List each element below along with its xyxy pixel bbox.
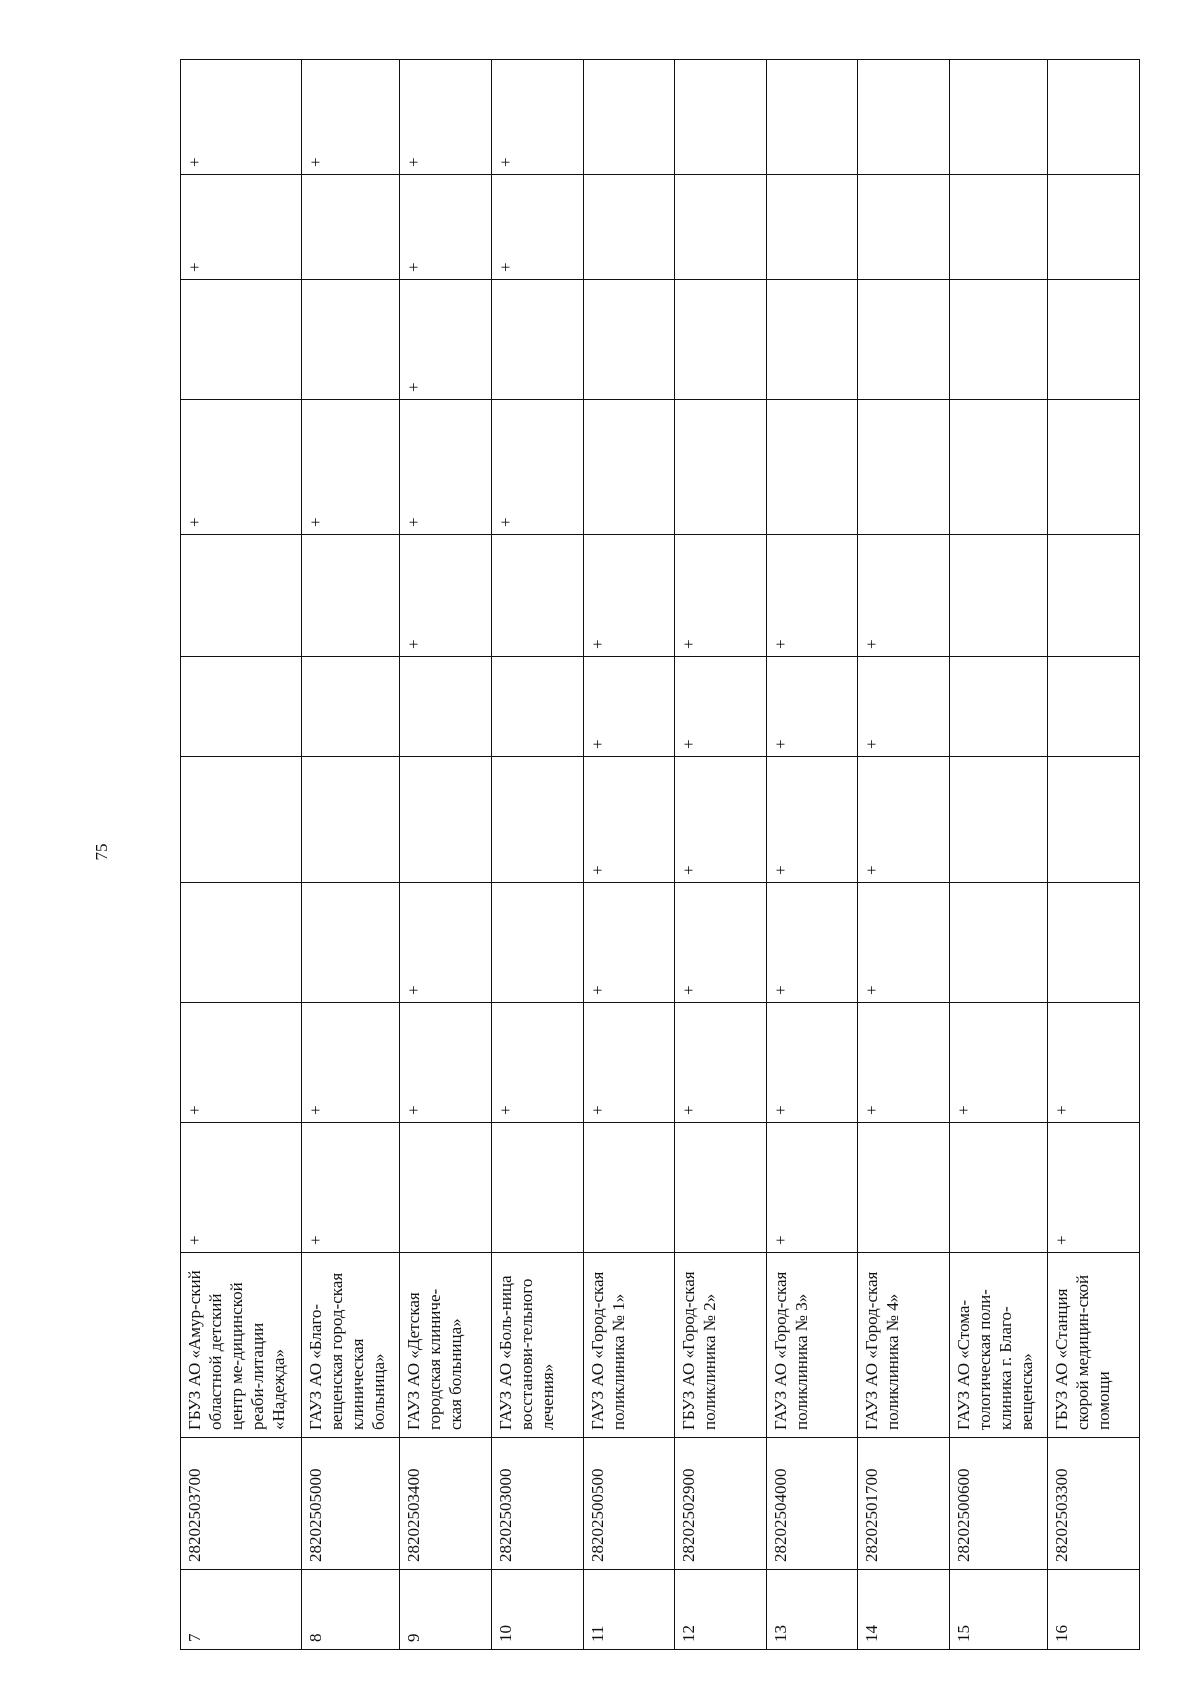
mark-cell [675,1123,767,1253]
mark-cell [583,60,675,175]
mark-cell [400,757,492,883]
table-rotor [180,60,1140,1650]
mark-cell: + [1048,1003,1140,1123]
mark-cell: + [675,535,767,657]
mark-cell [583,400,675,535]
row-number-cell: 15 [950,1570,1048,1650]
mark-cell: + [675,757,767,883]
mark-cell: + [583,657,675,757]
mark-cell [858,175,950,280]
organization-code-cell: 28202500600 [950,1438,1048,1570]
mark-cell [950,400,1048,535]
mark-cell [950,657,1048,757]
mark-cell [491,883,583,1003]
table-row [583,60,675,1650]
mark-cell: + [400,535,492,657]
mark-cell [400,657,492,757]
mark-cell [950,280,1048,400]
mark-cell: + [302,1123,400,1253]
mark-cell: + [181,175,302,280]
table-row [181,60,302,1650]
mark-cell: + [858,657,950,757]
mark-cell [766,280,858,400]
mark-cell [858,280,950,400]
organization-code-cell: 28202500500 [583,1438,675,1570]
mark-cell: + [858,535,950,657]
mark-cell: + [181,400,302,535]
table-row [675,60,767,1650]
mark-cell: + [491,175,583,280]
mark-cell [491,280,583,400]
mark-cell: + [858,757,950,883]
organization-name-cell: ГАУЗ АО «Боль-ница восстанови-тельного лечения» [491,1253,583,1438]
mark-cell: + [491,1003,583,1123]
organization-code-cell: 28202503000 [491,1438,583,1570]
organization-code-cell: 28202503700 [181,1438,302,1570]
mark-cell: + [766,883,858,1003]
mark-cell [1048,883,1140,1003]
mark-cell [583,1123,675,1253]
row-number-cell: 11 [583,1570,675,1650]
mark-cell [766,175,858,280]
mark-cell: + [583,535,675,657]
mark-cell [400,1123,492,1253]
mark-cell: + [181,1003,302,1123]
mark-cell: + [400,400,492,535]
page-number: 75 [92,843,111,861]
mark-cell: + [766,757,858,883]
mark-cell: + [583,883,675,1003]
mark-cell: + [675,883,767,1003]
organization-name-cell: ГАУЗ АО «Город-ская поликлиника № 1» [583,1253,675,1438]
mark-cell: + [400,60,492,175]
mark-cell [1048,757,1140,883]
mark-cell [950,1123,1048,1253]
row-number-cell: 9 [400,1570,492,1650]
row-number-cell: 12 [675,1570,767,1650]
organization-name-cell: ГАУЗ АО «Детская городская клиниче-ская больница» [400,1253,492,1438]
mark-cell [491,657,583,757]
mark-cell: + [766,1003,858,1123]
mark-cell: + [858,883,950,1003]
mark-cell [1048,60,1140,175]
organization-name-cell: ГАУЗ АО «Благо-вещенская город-ская клиническая больница» [302,1253,400,1438]
mark-cell [1048,535,1140,657]
organization-code-cell: 28202503300 [1048,1438,1140,1570]
mark-cell: + [583,757,675,883]
table-row [491,60,583,1650]
mark-cell [766,60,858,175]
mark-cell [491,1123,583,1253]
mark-cell [181,757,302,883]
mark-cell: + [302,1003,400,1123]
mark-cell: + [302,400,400,535]
mark-cell [675,175,767,280]
row-number-cell: 7 [181,1570,302,1650]
mark-cell [181,883,302,1003]
organization-name-cell: ГБУЗ АО «Станция скорой медицин-ской помощи [1048,1253,1140,1438]
mark-cell [491,757,583,883]
mark-cell: + [181,1123,302,1253]
mark-cell [950,757,1048,883]
mark-cell [950,175,1048,280]
rotated-table-sheet [180,60,1140,1650]
mark-cell: + [766,657,858,757]
mark-cell: + [181,60,302,175]
mark-cell [675,400,767,535]
organization-code-cell: 28202502900 [675,1438,767,1570]
mark-cell [950,535,1048,657]
mark-cell: + [491,400,583,535]
table-row [858,60,950,1650]
table-row [1048,60,1140,1650]
mark-cell: + [491,60,583,175]
mark-cell: + [766,535,858,657]
mark-cell [1048,175,1140,280]
mark-cell [1048,280,1140,400]
mark-cell [181,535,302,657]
organization-code-cell: 28202504000 [766,1438,858,1570]
mark-cell: + [950,1003,1048,1123]
row-number-cell: 13 [766,1570,858,1650]
mark-cell: + [675,657,767,757]
row-number-cell: 10 [491,1570,583,1650]
mark-cell [1048,400,1140,535]
organization-code-cell: 28202501700 [858,1438,950,1570]
organization-code-cell: 28202503400 [400,1438,492,1570]
mark-cell: + [1048,1123,1140,1253]
mark-cell: + [858,1003,950,1123]
organization-name-cell: ГАУЗ АО «Город-ская поликлиника № 3» [766,1253,858,1438]
mark-cell [675,280,767,400]
mark-cell: + [583,1003,675,1123]
mark-cell [302,535,400,657]
mark-cell [302,757,400,883]
table-row [302,60,400,1650]
organization-name-cell: ГАУЗ АО «Город-ская поликлиника № 4» [858,1253,950,1438]
mark-cell: + [400,1003,492,1123]
mark-cell [858,60,950,175]
mark-cell [302,883,400,1003]
mark-cell [302,175,400,280]
mark-cell: + [400,280,492,400]
mark-cell: + [400,883,492,1003]
mark-cell [181,657,302,757]
mark-cell [302,657,400,757]
mark-cell [950,60,1048,175]
organization-name-cell: ГБУЗ АО «Амур-ский областной детский центр ме-дицинской реаби-литации «Надежда» [181,1253,302,1438]
mark-cell [181,280,302,400]
organization-code-cell: 28202505000 [302,1438,400,1570]
mark-cell [583,175,675,280]
medical-organizations-table [180,59,1140,1650]
mark-cell [858,400,950,535]
organization-name-cell: ГБУЗ АО «Город-ская поликлиника № 2» [675,1253,767,1438]
mark-cell [1048,657,1140,757]
table-row [950,60,1048,1650]
mark-cell [766,400,858,535]
mark-cell [858,1123,950,1253]
table-row [400,60,492,1650]
mark-cell [491,535,583,657]
mark-cell [302,280,400,400]
mark-cell: + [766,1123,858,1253]
mark-cell [675,60,767,175]
mark-cell: + [675,1003,767,1123]
mark-cell: + [302,60,400,175]
mark-cell [950,883,1048,1003]
table-row [766,60,858,1650]
organization-name-cell: ГАУЗ АО «Стома-тологическая поли-клиника г. Благо-вещенска» [950,1253,1048,1438]
row-number-cell: 16 [1048,1570,1140,1650]
row-number-cell: 14 [858,1570,950,1650]
mark-cell: + [400,175,492,280]
row-number-cell: 8 [302,1570,400,1650]
mark-cell [583,280,675,400]
